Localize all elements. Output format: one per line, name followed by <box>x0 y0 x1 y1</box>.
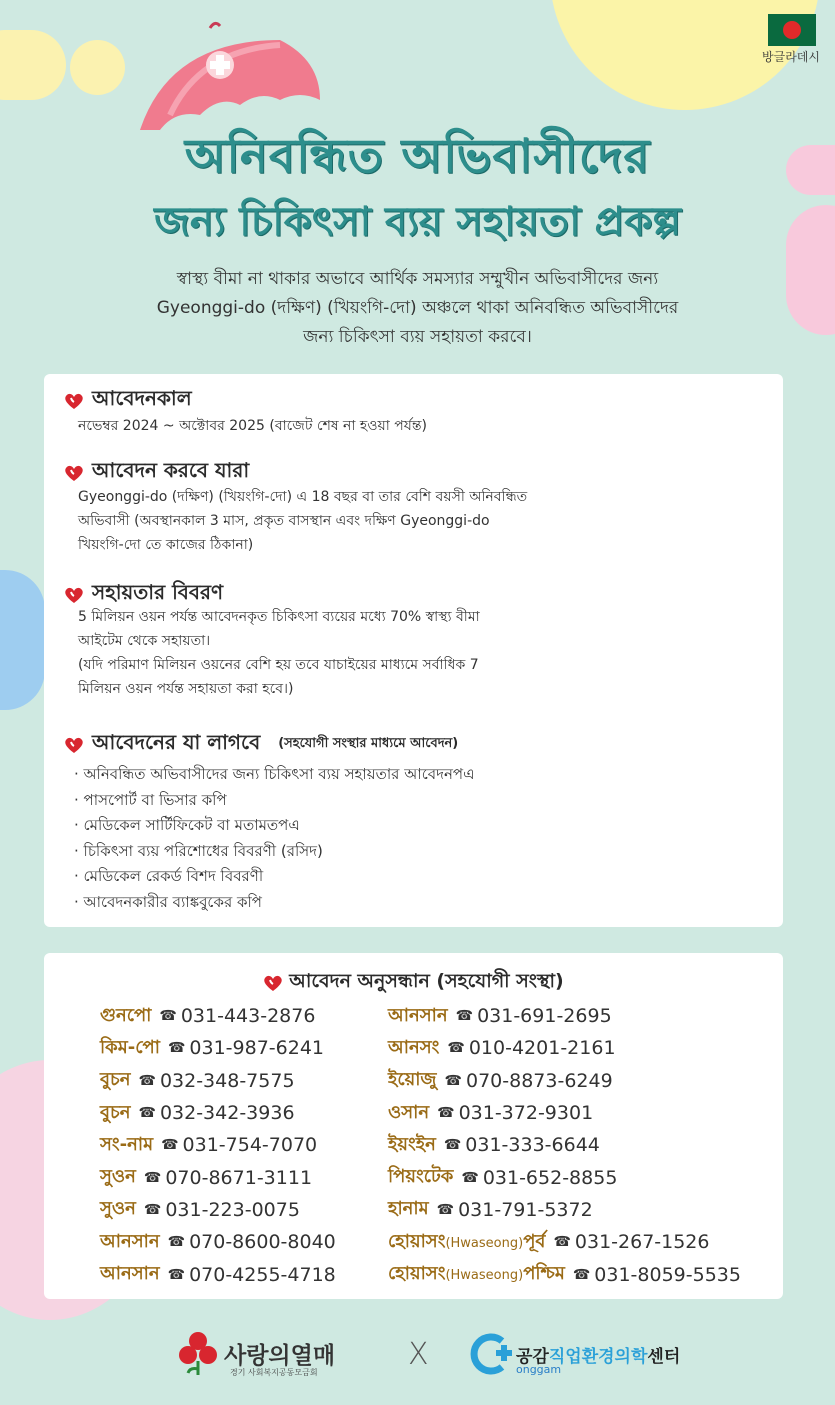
contacts-card <box>44 953 783 1299</box>
contact-row <box>388 1129 741 1161</box>
contact-row <box>100 1258 336 1290</box>
contact-phone[interactable]: 032-342-3936 <box>159 1102 295 1125</box>
heart-icon <box>64 464 84 482</box>
documents-list <box>74 762 475 915</box>
section-heading-text: আবেদনকাল <box>92 386 192 410</box>
contact-place <box>100 1065 130 1096</box>
contact-place-name: আনসান <box>100 1230 160 1252</box>
contact-place <box>388 1259 565 1290</box>
contact-phone[interactable]: 070-8600-8040 <box>189 1231 336 1254</box>
phone-icon: ☎ <box>461 1169 479 1186</box>
intro-text <box>60 265 775 352</box>
language-label: 방글라데시 <box>762 50 820 64</box>
contact-row <box>100 1032 336 1064</box>
contact-row <box>100 1129 336 1161</box>
contact-place-name: আনসং <box>388 1036 440 1058</box>
contact-place <box>388 1162 453 1193</box>
phone-icon: ☎ <box>138 1105 156 1122</box>
phone-icon: ☎ <box>455 1008 474 1025</box>
phone-icon: ☎ <box>167 1266 186 1283</box>
contact-phone[interactable]: 010-4201-2161 <box>468 1037 616 1060</box>
phone-icon: ☎ <box>167 1234 186 1251</box>
contact-row <box>388 1226 741 1258</box>
logo2-name-b: 직업환경의학 <box>548 1346 648 1367</box>
contact-row <box>100 1226 336 1258</box>
contact-place <box>388 1065 437 1096</box>
contact-place-name: বুচন <box>100 1069 131 1091</box>
section-documents-heading <box>64 728 458 761</box>
contact-place-name: হোয়াসং <box>388 1230 446 1252</box>
contact-place-name: আনসান <box>100 1263 160 1285</box>
contact-place-sub: (Hwaseong) <box>445 1235 524 1251</box>
heart-icon <box>64 586 84 604</box>
contact-row <box>388 1258 741 1290</box>
list-item: · মেডিকেল সার্টিফিকেট বা মতামতপএ <box>74 816 300 834</box>
contact-row <box>388 1194 741 1226</box>
gonggam-c-icon <box>468 1331 514 1377</box>
collab-separator: X <box>408 1337 429 1372</box>
contact-place-sub: (Hwaseong) <box>445 1268 524 1284</box>
contact-place-name: বুচন <box>100 1101 131 1123</box>
phone-icon: ☎ <box>447 1040 465 1057</box>
list-item: · আবেদনকারীর ব্যাঙ্কবুকের কপি <box>74 892 262 911</box>
contact-phone[interactable]: 070-4255-4718 <box>189 1263 336 1286</box>
contact-place <box>100 1162 136 1193</box>
contact-phone[interactable]: 031-333-6644 <box>465 1134 600 1157</box>
body-line: আইটেম থেকে সহায়তা। <box>78 633 211 649</box>
contact-phone[interactable]: 031-267-1526 <box>574 1231 710 1254</box>
gonggam-logo <box>468 1331 680 1377</box>
contact-place <box>100 1227 160 1258</box>
contact-row <box>388 1161 741 1193</box>
list-item: · পাসপোর্ট বা ভিসার কপি <box>74 790 227 809</box>
contact-place-tail: পশ্চিম <box>523 1263 565 1285</box>
sarang-logo <box>178 1331 335 1375</box>
contact-place-name: সুওন <box>100 1166 136 1188</box>
logo2-sub: onggam <box>516 1363 562 1376</box>
section-heading-text: সহায়তার বিবরণ <box>92 580 224 604</box>
phone-icon: ☎ <box>437 1105 455 1122</box>
contact-phone[interactable]: 032-348-7575 <box>159 1069 295 1092</box>
intro-line: স্বাস্থ্য বীমা না থাকার অভাবে আর্থিক সমস্যার সম্মুখীন অভিবাসীদের জন্য <box>176 269 659 289</box>
phone-icon: ☎ <box>436 1201 455 1218</box>
phone-icon: ☎ <box>167 1040 186 1057</box>
contact-place <box>388 1227 545 1258</box>
contact-place-name: গুনপো <box>100 1004 152 1026</box>
contact-place-name: ওসান <box>388 1101 430 1123</box>
contact-row <box>388 1032 741 1064</box>
body-line: 5 মিলিয়ন ওয়ন পর্যন্ত আবেদনকৃত চিকিৎসা ব্যয়ের মধ্যে 70% স্বাস্থ্য বীমা <box>78 609 480 625</box>
decor-circle-yellow-left2 <box>70 40 125 95</box>
heart-icon <box>64 736 84 754</box>
contact-row <box>100 1194 336 1226</box>
contact-phone[interactable]: 031-754-7070 <box>182 1134 318 1157</box>
phone-icon: ☎ <box>159 1008 177 1025</box>
section-support-body <box>78 605 668 701</box>
contact-row <box>100 1161 336 1193</box>
contact-phone[interactable]: 031-443-2876 <box>180 1005 316 1028</box>
section-eligible-body <box>78 485 668 557</box>
intro-line: Gyeonggi-do (দক্ষিণ) (খিয়ংগি-দো) অঞ্চলে থাকা অনিবন্ধিত অভিবাসীদের <box>156 298 679 318</box>
contact-row <box>388 1065 741 1097</box>
list-item: · মেডিকেল রেকর্ড বিশদ বিবরণী <box>74 867 264 885</box>
contact-place-name: কিম-পো <box>100 1036 160 1058</box>
bangladesh-flag-icon <box>768 14 816 46</box>
heart-icon <box>64 392 84 410</box>
phone-icon: ☎ <box>444 1072 462 1089</box>
contact-row <box>100 1065 336 1097</box>
body-line: অভিবাসী (অবস্থানকাল 3 মাস, প্রকৃত বাসস্থান এবং দক্ষিণ Gyeonggi-do <box>78 513 490 529</box>
contact-phone[interactable]: 031-987-6241 <box>189 1037 325 1060</box>
contact-phone[interactable]: 031-791-5372 <box>458 1198 593 1221</box>
section-heading-text: আবেদনের যা লাগবে <box>92 730 261 754</box>
fruit-logo-icon <box>178 1331 218 1375</box>
section-heading-text: আবেদন করবে যারা <box>92 458 250 482</box>
contact-phone[interactable]: 031-223-0075 <box>165 1198 300 1221</box>
contact-phone[interactable]: 031-691-2695 <box>477 1005 612 1028</box>
contact-place <box>100 1130 153 1161</box>
page-title-line2: জন্য চিকিৎসা ব্যয় সহায়তা প্রকল্প <box>154 199 681 245</box>
contact-place <box>388 1194 429 1225</box>
contact-place-name: ইয়োজু <box>388 1069 437 1091</box>
phone-icon: ☎ <box>143 1169 162 1186</box>
phone-icon: ☎ <box>443 1137 462 1154</box>
contact-place <box>388 1098 429 1129</box>
contacts-left-column <box>100 1000 336 1291</box>
logo1-sub: 경기 사회복지공동모금회 <box>230 1368 318 1377</box>
heart-icon <box>263 974 283 992</box>
contact-place-name: হোয়াসং <box>388 1263 446 1285</box>
section-subheading-text: (সহযোগী সংস্থার মাধ্যমে আবেদন) <box>278 736 459 751</box>
contact-place-name: হানাম <box>388 1198 429 1220</box>
contact-place <box>100 1033 160 1064</box>
logo2-name-c: 센터 <box>647 1346 681 1367</box>
contact-place-name: সুওন <box>100 1198 136 1220</box>
contacts-right-column <box>388 1000 741 1291</box>
phone-icon: ☎ <box>138 1072 156 1089</box>
phone-icon: ☎ <box>572 1266 591 1283</box>
decor-blob-blue-left <box>0 570 45 710</box>
contact-place-name: পিয়ংটেক <box>388 1166 454 1188</box>
contact-row <box>100 1000 336 1032</box>
phone-icon: ☎ <box>553 1234 571 1251</box>
contact-phone[interactable]: 070-8873-6249 <box>465 1069 613 1092</box>
contact-place <box>388 1130 436 1161</box>
section-period-heading <box>64 384 192 417</box>
intro-line: জন্য চিকিৎসা ব্যয় সহায়তা করবে। <box>303 327 532 347</box>
contacts-heading-text: আবেদন অনুসন্ধান (সহযোগী সংস্থা) <box>289 970 564 992</box>
contact-place <box>100 1259 160 1290</box>
contact-place-tail: পূর্ব <box>523 1230 546 1252</box>
contact-place <box>100 1098 130 1129</box>
section-period-body <box>78 414 668 438</box>
contact-place <box>388 1001 448 1032</box>
contact-phone[interactable]: 031-8059-5535 <box>594 1263 741 1286</box>
decor-circle-yellow-left <box>0 30 66 100</box>
contact-place-name: সং-নাম <box>100 1133 154 1155</box>
contact-row <box>388 1000 741 1032</box>
body-line: Gyeonggi-do (দক্ষিণ) (খিয়ংগি-দো) এ 18 বছর বা তার বেশি বয়সী অনিবন্ধিত <box>78 489 528 505</box>
contact-row <box>388 1097 741 1129</box>
list-item: · চিকিৎসা ব্যয় পরিশোধের বিবরণী (রসিদ) <box>74 841 323 860</box>
body-line: মিলিয়ন ওয়ন পর্যন্ত সহায়তা করা হবে।) <box>78 681 294 697</box>
phone-icon: ☎ <box>143 1201 162 1218</box>
contact-phone[interactable]: 070-8671-3111 <box>165 1166 313 1189</box>
contact-phone[interactable]: 031-372-9301 <box>458 1102 594 1125</box>
contact-place <box>100 1001 151 1032</box>
page-title-line1: অনিবন্ধিত অভিবাসীদের <box>184 129 651 184</box>
logo2-name-a: 공감 <box>516 1346 549 1367</box>
contact-row <box>100 1097 336 1129</box>
contact-phone[interactable]: 031-652-8855 <box>482 1166 618 1189</box>
list-item: · অনিবন্ধিত অভিবাসীদের জন্য চিকিৎসা ব্যয় সহায়তার আবেদনপএ <box>74 765 475 783</box>
contact-place <box>388 1033 439 1064</box>
info-card <box>44 374 783 927</box>
contact-place-name: ইয়ংইন <box>388 1133 436 1155</box>
body-line: (যদি পরিমাণ মিলিয়ন ওয়নের বেশি হয় তবে যাচাইয়ের মাধ্যমে সর্বাধিক 7 <box>78 657 479 673</box>
contacts-heading <box>44 967 783 999</box>
body-line: নভেম্বর 2024 ~ অক্টোবর 2025 (বাজেট শেষ না হওয়া পর্যন্ত) <box>78 418 427 434</box>
body-line: খিয়ংগি-দো তে কাজের ঠিকানা) <box>78 537 254 553</box>
contact-place-name: আনসান <box>388 1004 448 1026</box>
logo1-name: 사랑의열매 <box>224 1342 336 1369</box>
phone-icon: ☎ <box>161 1137 179 1154</box>
contact-place <box>100 1194 136 1225</box>
footer-logos <box>0 1325 835 1385</box>
